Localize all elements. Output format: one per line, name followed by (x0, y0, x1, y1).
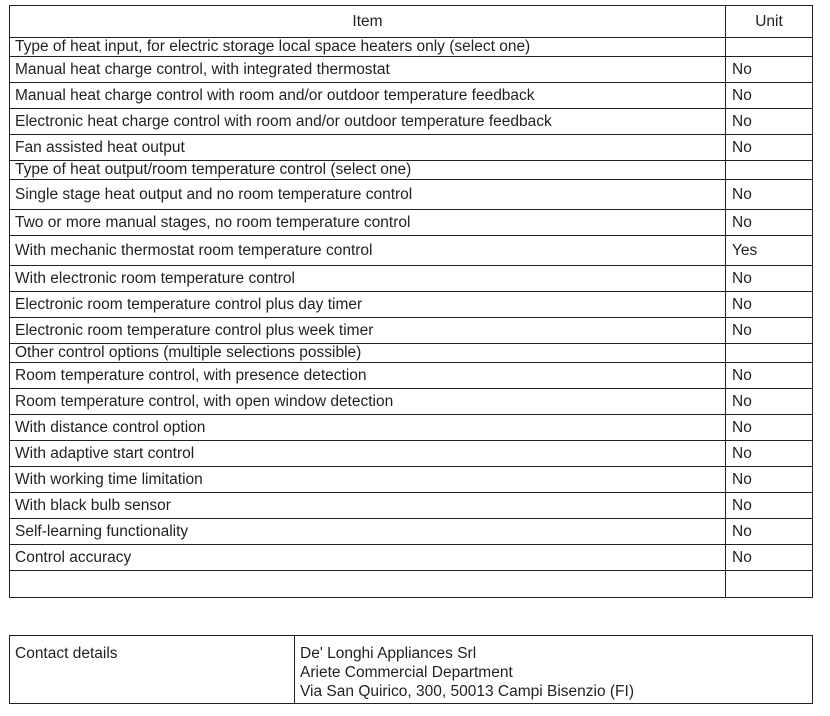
unit-cell (726, 344, 813, 363)
unit-cell: Yes (726, 236, 813, 266)
table-row (10, 519, 813, 545)
table-row (10, 545, 813, 571)
section-header-row (10, 38, 813, 57)
item-cell: With mechanic thermostat room temperature control (10, 236, 726, 266)
unit-cell: No (726, 363, 813, 389)
table-row (10, 210, 813, 236)
unit-cell (726, 161, 813, 180)
item-cell: Electronic room temperature control plus day timer (10, 292, 726, 318)
section-title: Other control options (multiple selections possible) (10, 344, 726, 363)
table-row (10, 266, 813, 292)
contact-row (10, 636, 813, 704)
table-row (10, 415, 813, 441)
item-cell: Self-learning functionality (10, 519, 726, 545)
section-title: Type of heat output/room temperature control (select one) (10, 161, 726, 180)
item-cell: Room temperature control, with presence detection (10, 363, 726, 389)
header-item: Item (10, 6, 726, 38)
unit-cell: No (726, 135, 813, 161)
table-row (10, 389, 813, 415)
contact-company: De' Longhi Appliances Srl (300, 645, 477, 662)
unit-cell: No (726, 109, 813, 135)
unit-cell: No (726, 467, 813, 493)
contact-value (295, 636, 813, 704)
item-cell: Manual heat charge control, with integrated thermostat (10, 57, 726, 83)
item-cell: With working time limitation (10, 467, 726, 493)
item-cell (10, 571, 726, 598)
contact-table (9, 635, 813, 704)
unit-cell (726, 571, 813, 598)
section-header-row (10, 344, 813, 363)
unit-cell: No (726, 83, 813, 109)
table-row (10, 318, 813, 344)
item-cell: With distance control option (10, 415, 726, 441)
contact-department: Ariete Commercial Department (300, 664, 513, 681)
item-cell: Manual heat charge control with room and/or outdoor temperature feedback (10, 83, 726, 109)
item-cell: Electronic heat charge control with room and/or outdoor temperature feedback (10, 109, 726, 135)
spec-table-body (10, 6, 813, 598)
unit-cell: No (726, 519, 813, 545)
contact-address: Via San Quirico, 300, 50013 Campi Bisenzio (FI) (300, 683, 634, 700)
table-row (10, 493, 813, 519)
unit-cell: No (726, 210, 813, 236)
item-cell: Control accuracy (10, 545, 726, 571)
contact-label: Contact details (10, 636, 295, 704)
item-cell: Two or more manual stages, no room temperature control (10, 210, 726, 236)
unit-cell: No (726, 441, 813, 467)
table-row (10, 441, 813, 467)
table-row (10, 109, 813, 135)
spec-table (9, 5, 813, 598)
unit-cell: No (726, 415, 813, 441)
spacer-row (10, 571, 813, 598)
item-cell: With black bulb sensor (10, 493, 726, 519)
unit-cell: No (726, 389, 813, 415)
unit-cell: No (726, 493, 813, 519)
table-row (10, 135, 813, 161)
header-unit: Unit (726, 6, 813, 38)
item-cell: Room temperature control, with open window detection (10, 389, 726, 415)
unit-cell: No (726, 266, 813, 292)
table-header-row (10, 6, 813, 38)
unit-cell: No (726, 180, 813, 210)
item-cell: With adaptive start control (10, 441, 726, 467)
table-row (10, 292, 813, 318)
unit-cell: No (726, 545, 813, 571)
table-row (10, 363, 813, 389)
table-row (10, 236, 813, 266)
section-title: Type of heat input, for electric storage local space heaters only (select one) (10, 38, 726, 57)
table-row (10, 180, 813, 210)
table-row (10, 57, 813, 83)
item-cell: Fan assisted heat output (10, 135, 726, 161)
item-cell: Electronic room temperature control plus week timer (10, 318, 726, 344)
item-cell: With electronic room temperature control (10, 266, 726, 292)
table-row (10, 467, 813, 493)
table-row (10, 83, 813, 109)
unit-cell (726, 38, 813, 57)
unit-cell: No (726, 318, 813, 344)
unit-cell: No (726, 57, 813, 83)
unit-cell: No (726, 292, 813, 318)
item-cell: Single stage heat output and no room temperature control (10, 180, 726, 210)
section-header-row (10, 161, 813, 180)
